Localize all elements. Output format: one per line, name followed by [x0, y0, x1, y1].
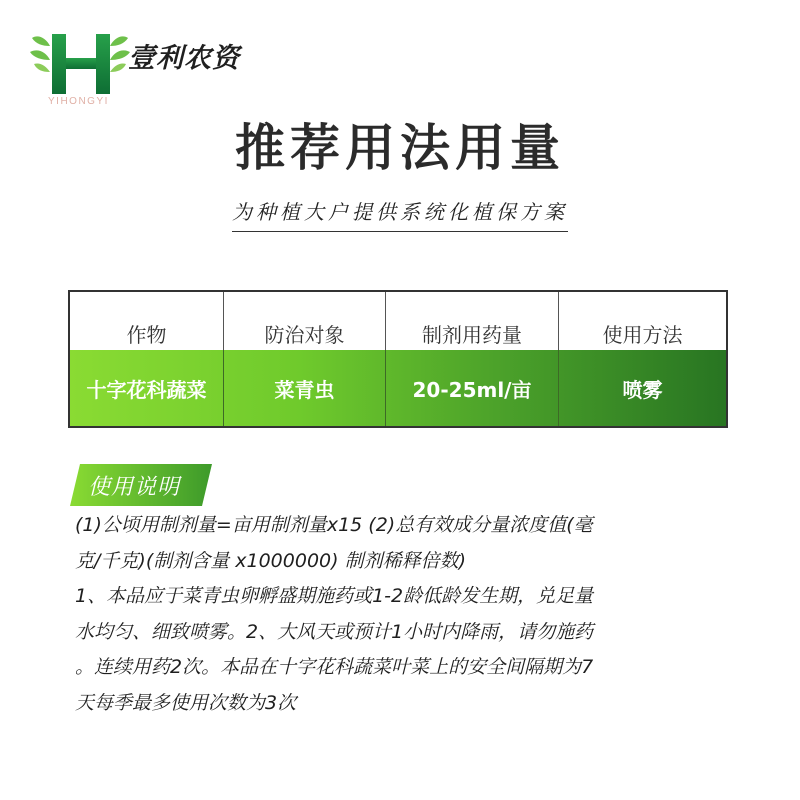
- instructions-line: (1)公顷用制剂量=亩用制剂量x15 (2)总有效成分量浓度值(毫: [75, 514, 593, 536]
- brand-name: 壹利农资: [128, 43, 240, 74]
- table-cell-target: 菜青虫: [223, 350, 385, 426]
- table-row: [70, 350, 726, 426]
- instructions-line: 水均匀、细致喷雾。2、大风天或预计1小时内降雨，请勿施药: [75, 620, 594, 643]
- instructions-line: 天每季最多使用次数为3次: [75, 691, 297, 714]
- subtitle-container: [0, 196, 800, 232]
- table-header-method: 使用方法: [558, 292, 726, 350]
- dosage-table: [68, 290, 728, 428]
- table-cell-dosage: 20-25ml/亩: [385, 350, 558, 426]
- table-cell-method: 喷雾: [558, 350, 726, 426]
- brand-logo: [30, 30, 260, 110]
- table-header-target: 防治对象: [223, 292, 385, 350]
- page-subtitle: 为种植大户提供系统化植保方案: [232, 196, 568, 232]
- table-header-row: [70, 292, 726, 350]
- page-title: 推荐用法用量: [235, 119, 565, 177]
- logo-h-leaf-icon: [30, 30, 130, 102]
- table-header-crop: 作物: [126, 322, 167, 347]
- brand-pinyin: YIHONGYI: [48, 96, 109, 107]
- instructions-line: 1、本品应于菜青虫卵孵盛期施药或1-2龄低龄发生期，兑足量: [75, 585, 594, 607]
- instructions-line: 克/千克)(制剂含量 x1000000) 制剂稀释倍数): [75, 549, 466, 572]
- instructions-line: 。连续用药2次。本品在十字花科蔬菜叶菜上的安全间隔期为7: [75, 656, 594, 678]
- table-header-dosage: 制剂用药量: [385, 292, 558, 350]
- instructions-body: [75, 508, 745, 721]
- instructions-title: 使用说明: [88, 475, 181, 500]
- instructions-heading: [70, 464, 212, 506]
- table-cell-crop: 十字花科蔬菜: [86, 377, 207, 402]
